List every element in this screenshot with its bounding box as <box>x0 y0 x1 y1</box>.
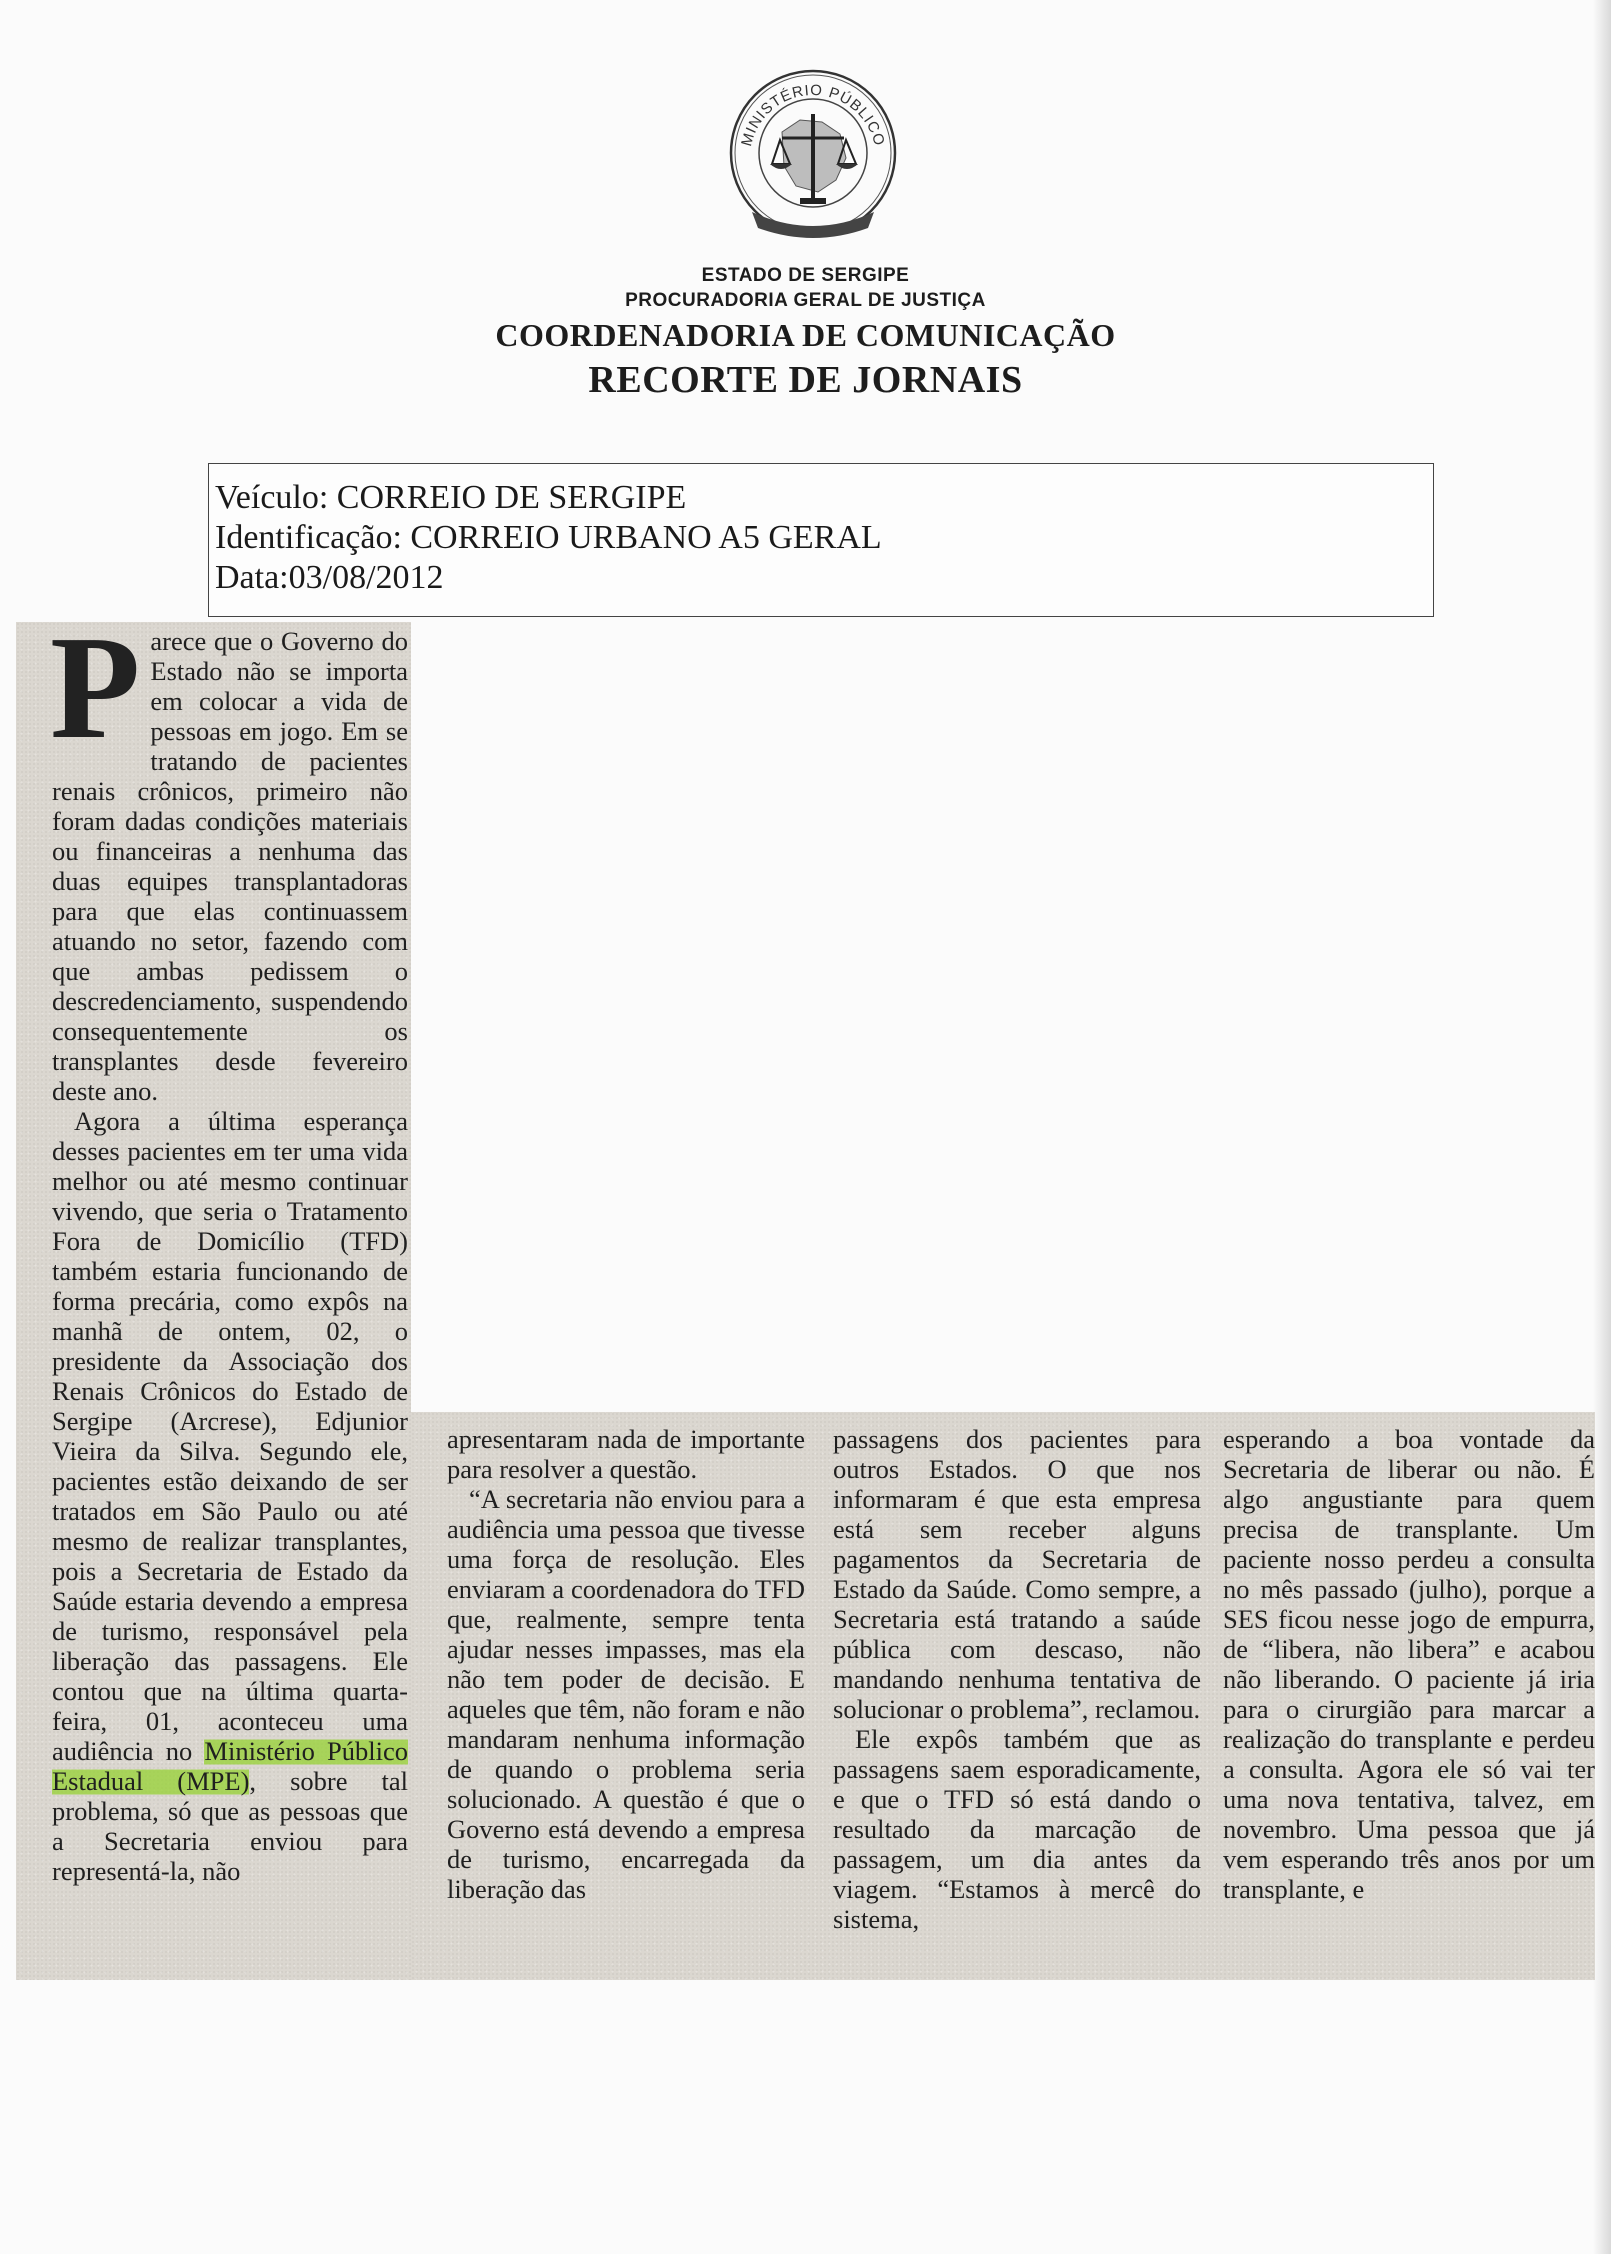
page-title: RECORTE DE JORNAIS <box>588 359 1023 401</box>
article-column-1 <box>50 606 409 1886</box>
drop-cap: P <box>50 606 141 770</box>
article-paragraph: esperando a boa vontade da Secretaria de liberar ou não. É algo angustiante para quem precisa de transplante. Um paciente nosso perdeu a consulta no mês passado (julho), porque a SES ficou nesse jogo de empurra, de “libera, não libera” e acabou não liberando. O paciente já iria para o cirurgião para marcar a realização do transplante e perdeu a consulta. Agora ele só vai ter uma nova tentativa, talvez, em novembro. Uma pessoa que já vem esperando três anos por um transplante, e <box>1223 1424 1595 1904</box>
header-state: ESTADO DE SERGIPE <box>701 265 910 286</box>
info-identificacao: Identificação: CORREIO URBANO A5 GERAL <box>215 519 882 556</box>
article-column-2 <box>447 1424 805 1904</box>
svg-text:MINISTÉRIO PÚBLICO: MINISTÉRIO PÚBLICO <box>738 81 888 149</box>
article-paragraph: “A secretaria não enviou para a audiência uma pessoa que tivesse uma força de resolução. Eles enviaram a coordenadora do TFD que, realmente, sempre tenta ajudar nesses impasses, mas ela não tem poder de decisão. E aqueles que têm, não foram e não mandaram nenhuma informação de quando o problema seria solucionado. A questão é que o Governo está devendo a empresa de turismo, encarregada da liberação das <box>447 1484 805 1904</box>
article-text: arece que o Governo do Estado não se importa em colocar a vida de pessoas em jogo. Em se tratando de pacientes renais crônicos, primeiro não foram dadas condições materiais ou financeiras a nenhuma das duas equipes transplantadoras para que elas continuassem atuando no setor, fazendo com que ambas pedissem o descredenciamento, suspendendo consequentemente os transplantes desde fevereiro deste ano. <box>52 626 408 1106</box>
article-paragraph: Ele expôs também que as passagens saem esporadicamente, e que o TFD só está dando o resultado da marcação de passagem, um dia antes da viagem. “Estamos à mercê do sistema, <box>833 1724 1201 1934</box>
article-paragraph <box>52 1106 408 1886</box>
article-paragraph <box>50 606 408 1106</box>
info-veiculo: Veículo: CORREIO DE SERGIPE <box>215 479 687 516</box>
header-procuradoria: PROCURADORIA GERAL DE JUSTIÇA <box>625 290 986 311</box>
article-column-4 <box>1223 1424 1595 1904</box>
article-text: Agora a última esperança desses pacientes em ter uma vida melhor ou até mesmo continuar vivendo, que seria o Tratamento Fora de Domicílio (TFD) também estaria funcionando de forma precária, como expôs na manhã de ontem, 02, o presidente da Associação dos Renais Crônicos do Estado de Sergipe (Arcrese), Edjunior Vieira da Silva. Segundo ele, pacientes estão deixando de ser tratados em São Paulo ou até mesmo de realizar transplantes, pois a Secretaria de Estado da Saúde estaria devendo a empresa de turismo, responsável pela liberação das passagens. Ele contou que na última quarta-feira, 01, aconteceu uma audiência no <box>52 1106 408 1766</box>
article-paragraph: passagens dos pacientes para outros Estados. O que nos informaram é que esta empresa está sem receber alguns pagamentos da Secretaria de Estado da Saúde. Como sempre, a Secretaria está tratando a saúde pública com descaso, não mandando nenhuma tentativa de solucionar o problema”, reclamou. <box>833 1424 1201 1724</box>
ministerio-publico-seal-icon <box>722 62 904 244</box>
highlighted-text: Ministério Público Estadual (MPE) <box>52 1736 409 1796</box>
article-text: , sobre tal problema, só que as pessoas que a Secretaria enviou para representá-la, não <box>52 1766 408 1886</box>
info-data: Data:03/08/2012 <box>215 559 444 596</box>
header-coordenadoria: COORDENADORIA DE COMUNICAÇÃO <box>495 317 1116 353</box>
article-column-3 <box>833 1424 1201 1934</box>
article-paragraph: apresentaram nada de importante para resolver a questão. <box>447 1424 805 1484</box>
source-info-box <box>208 463 1434 617</box>
